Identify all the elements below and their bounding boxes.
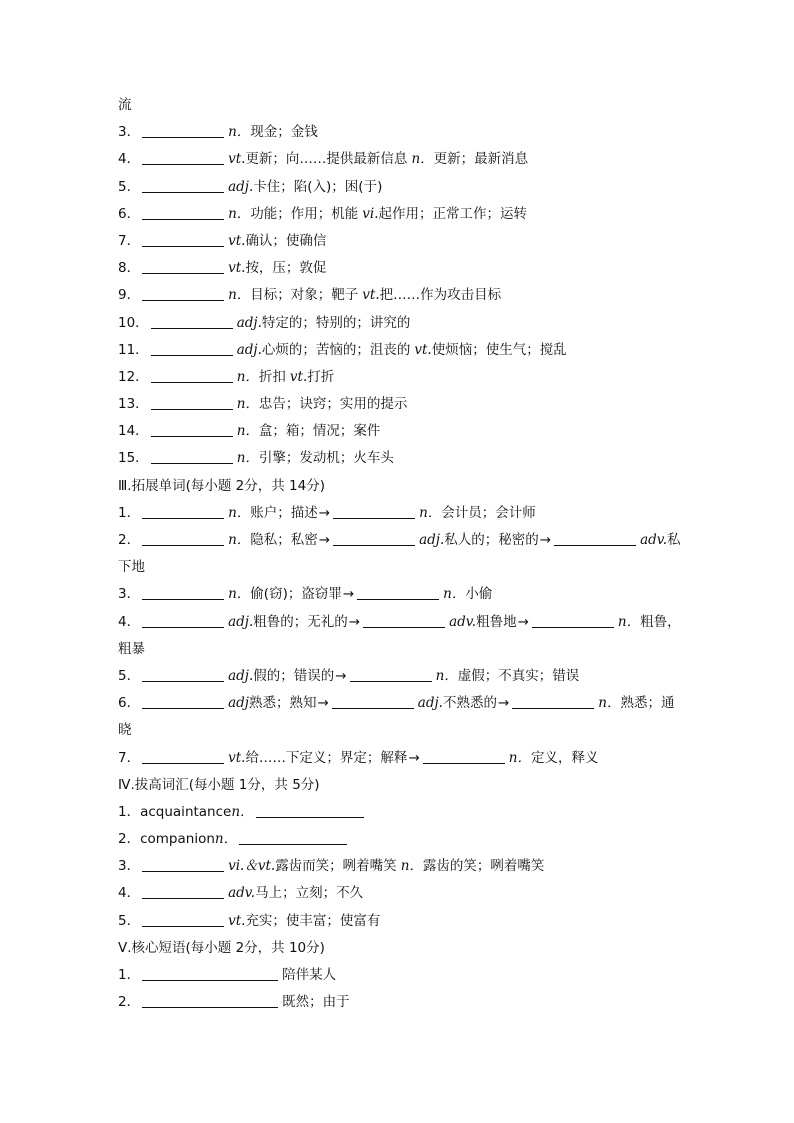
line-phrase [118, 962, 680, 989]
line-chain [118, 745, 680, 772]
english-word: companion [140, 831, 215, 848]
definition: 隐私；私密 [250, 532, 318, 548]
line-section [118, 772, 680, 799]
definition: 虚假；不真实；错误 [457, 667, 580, 684]
item-number: 2． [118, 532, 141, 548]
definition: 起作用；正常工作；运转 [378, 205, 528, 222]
part-of-speech: adv. [228, 885, 256, 902]
answer-blank[interactable] [142, 585, 224, 600]
answer-blank[interactable] [142, 150, 224, 165]
definition: 熟悉；熟知 [248, 695, 317, 712]
answer-blank[interactable] [363, 613, 445, 628]
line-text [118, 92, 680, 119]
part-of-speech: adj. [228, 613, 254, 630]
part-of-speech: n． [228, 124, 251, 141]
part-of-speech: vt. [362, 287, 380, 304]
definition: 忠告；诀窍；实用的提示 [258, 396, 408, 413]
item-number: 10． [118, 314, 149, 331]
answer-blank[interactable] [239, 830, 347, 845]
answer-blank[interactable] [142, 232, 224, 247]
part-of-speech: n． [228, 205, 251, 222]
line-section [118, 935, 680, 962]
line-word [118, 826, 680, 853]
answer-blank[interactable] [142, 205, 224, 220]
answer-blank[interactable] [333, 531, 415, 546]
continuation-text: 下地 [118, 559, 145, 576]
line-item [118, 391, 680, 418]
part-of-speech: n． [228, 586, 251, 603]
item-number: 8． [118, 260, 141, 277]
answer-blank[interactable] [423, 749, 505, 764]
line-item [118, 364, 680, 391]
definition: 小偷 [465, 586, 493, 603]
item-number: 2． [118, 994, 141, 1011]
arrow-icon: → [318, 504, 331, 521]
line-item [118, 418, 680, 445]
arrow-icon: → [342, 586, 355, 603]
part-of-speech: adj. [228, 178, 254, 195]
english-word: acquaintance [140, 803, 232, 820]
arrow-icon: → [517, 613, 529, 630]
answer-blank[interactable] [151, 368, 233, 383]
line-text [118, 554, 680, 581]
definition: 充实；使丰富；使富有 [245, 912, 381, 929]
answer-blank[interactable] [142, 749, 224, 764]
definition: 偷(窃)；盗窃罪 [250, 586, 342, 603]
answer-blank[interactable] [151, 341, 233, 356]
item-number: 12． [118, 368, 149, 385]
part-of-speech: adv. [449, 613, 477, 630]
line-item [118, 119, 680, 146]
item-number: 5． [118, 178, 141, 195]
definition: 现金；金钱 [250, 124, 318, 141]
arrow-icon: → [335, 667, 347, 684]
line-chain [118, 690, 680, 717]
answer-blank[interactable] [142, 993, 278, 1008]
line-item [118, 853, 680, 880]
definition: 功能；作用；机能 [250, 205, 359, 222]
answer-blank[interactable] [142, 123, 224, 138]
answer-blank[interactable] [142, 613, 224, 628]
item-number: 4． [118, 151, 141, 168]
continuation-text: 晓 [118, 722, 132, 739]
definition: 粗鲁地 [476, 613, 517, 630]
part-of-speech: n． [508, 749, 531, 766]
part-of-speech: vt. [228, 912, 246, 929]
section-heading: Ⅳ.拔高词汇(每小题 1分，共 5分) [118, 776, 320, 793]
continuation-text: 流 [118, 97, 132, 113]
answer-blank[interactable] [151, 314, 233, 329]
part-of-speech: adj. [419, 532, 445, 548]
definition: 定义，释义 [530, 749, 599, 766]
answer-blank[interactable] [142, 966, 278, 981]
answer-blank[interactable] [151, 449, 233, 464]
arrow-icon: → [408, 749, 420, 766]
definition: 粗鲁的；无礼的 [253, 613, 348, 630]
arrow-icon: → [539, 532, 552, 548]
line-chain [118, 581, 680, 608]
answer-blank[interactable] [151, 395, 233, 410]
definition: 不熟悉的 [442, 695, 497, 712]
definition: 既然；由于 [282, 994, 350, 1011]
definition: 粗鲁， [640, 613, 681, 630]
answer-blank[interactable] [357, 585, 439, 600]
part-of-speech: adv. [640, 532, 668, 548]
answer-blank[interactable] [142, 694, 224, 709]
line-item [118, 146, 680, 173]
line-item [118, 445, 680, 472]
answer-blank[interactable] [333, 504, 415, 519]
definition: 露齿而笑；咧着嘴笑 [275, 858, 397, 875]
part-of-speech: n． [228, 504, 251, 521]
answer-blank[interactable] [142, 531, 224, 546]
line-item [118, 908, 680, 935]
item-number: 7． [118, 749, 141, 766]
answer-blank[interactable] [350, 667, 432, 682]
definition: 打折 [307, 368, 335, 385]
part-of-speech: n． [435, 667, 458, 684]
part-of-speech: n． [228, 287, 251, 304]
part-of-speech: vt. [414, 341, 432, 358]
part-of-speech: vi. [362, 205, 379, 222]
arrow-icon: → [497, 695, 510, 712]
answer-blank[interactable] [256, 803, 364, 818]
item-number: 1． [118, 504, 141, 521]
definition: 账户；描述 [250, 504, 318, 521]
item-number: 2． [118, 831, 141, 848]
continuation-text: 粗暴 [118, 640, 145, 657]
definition: 给……下定义；界定；解释 [245, 749, 408, 766]
part-of-speech: n． [236, 423, 259, 440]
part-of-speech: adj [228, 695, 249, 712]
document-body [118, 92, 680, 1016]
definition: 特定的；特别的；讲究的 [261, 314, 411, 331]
line-chain [118, 500, 680, 527]
part-of-speech: vt. [228, 232, 246, 249]
answer-blank[interactable] [142, 667, 224, 682]
answer-blank[interactable] [142, 884, 224, 899]
line-chain [118, 663, 680, 690]
definition: 会计员；会计师 [441, 504, 536, 521]
definition: 熟悉；通 [620, 695, 675, 712]
definition: 折扣 [258, 368, 286, 385]
part-of-speech: vt. [228, 260, 246, 277]
definition: 假的；错误的 [253, 667, 335, 684]
answer-blank[interactable] [142, 912, 224, 927]
definition: 卡住；陷(入)；困(于) [253, 178, 383, 195]
answer-blank[interactable] [142, 259, 224, 274]
item-number: 5． [118, 912, 141, 929]
part-of-speech: n． [214, 831, 238, 848]
line-item [118, 201, 680, 228]
definition: 目标；对象；靶子 [250, 287, 359, 304]
item-number: 6． [118, 695, 141, 712]
part-of-speech: n． [400, 858, 423, 875]
line-chain [118, 527, 680, 554]
item-number: 1． [118, 803, 141, 820]
line-item [118, 228, 680, 255]
line-word [118, 799, 680, 826]
part-of-speech: n． [598, 695, 621, 712]
answer-blank[interactable] [142, 178, 224, 193]
answer-blank[interactable] [142, 286, 224, 301]
definition: 私人的；秘密的 [444, 532, 539, 548]
definition: 心烦的；苦恼的；沮丧的 [261, 341, 411, 358]
part-of-speech: vi.＆vt. [228, 858, 276, 875]
answer-blank[interactable] [151, 422, 233, 437]
part-of-speech: adj. [417, 695, 443, 712]
arrow-icon: → [348, 613, 361, 630]
definition: 按，压；敦促 [245, 260, 327, 277]
definition: 露齿的笑；咧着嘴笑 [422, 858, 545, 875]
line-chain [118, 609, 680, 636]
definition: 更新；向……提供最新信息 [245, 151, 408, 168]
part-of-speech: n． [443, 586, 466, 603]
definition: 马上；立刻；不久 [255, 885, 364, 902]
part-of-speech: n． [236, 450, 259, 467]
part-of-speech: n． [236, 368, 259, 385]
arrow-icon: → [317, 695, 329, 712]
part-of-speech: n． [419, 504, 442, 521]
part-of-speech: adj. [228, 667, 254, 684]
line-text [118, 717, 680, 744]
definition: 盒；箱；情况；案件 [258, 423, 381, 440]
part-of-speech: adj. [236, 341, 262, 358]
item-number: 13． [118, 396, 149, 413]
item-number: 4． [118, 885, 141, 902]
section-heading: Ⅴ.核心短语(每小题 2分，共 10分) [118, 939, 325, 956]
item-number: 9． [118, 287, 141, 304]
item-number: 3． [118, 124, 141, 141]
definition: 陪伴某人 [282, 967, 337, 983]
item-number: 15． [118, 450, 149, 467]
item-number: 3． [118, 858, 141, 875]
line-phrase [118, 989, 680, 1016]
line-item [118, 880, 680, 907]
item-number: 11． [118, 341, 149, 358]
item-number: 7． [118, 232, 141, 249]
part-of-speech: n． [236, 396, 259, 413]
part-of-speech: vt. [228, 749, 246, 766]
line-section [118, 473, 680, 500]
item-number: 3． [118, 586, 141, 603]
item-number: 4． [118, 613, 141, 630]
line-item [118, 282, 680, 309]
definition: 更新；最新消息 [433, 151, 529, 168]
line-item [118, 337, 680, 364]
definition: 私 [667, 532, 681, 548]
part-of-speech: n． [411, 151, 434, 168]
part-of-speech: vt. [289, 368, 308, 385]
line-item [118, 174, 680, 201]
part-of-speech: n． [617, 613, 641, 630]
line-item [118, 310, 680, 337]
answer-blank[interactable] [554, 531, 636, 546]
answer-blank[interactable] [532, 613, 614, 628]
item-number: 1． [118, 967, 141, 983]
definition: 使烦恼；使生气；搅乱 [431, 341, 567, 358]
item-number: 14． [118, 423, 149, 440]
item-number: 5． [118, 667, 141, 684]
part-of-speech: n． [231, 803, 254, 820]
answer-blank[interactable] [512, 694, 594, 709]
item-number: 6． [118, 205, 141, 222]
answer-blank[interactable] [142, 504, 224, 519]
line-text [118, 636, 680, 663]
definition: 把……作为攻击目标 [379, 287, 502, 304]
section-heading: Ⅲ.拓展单词(每小题 2分，共 14分) [118, 477, 325, 494]
line-item [118, 255, 680, 282]
answer-blank[interactable] [142, 857, 224, 872]
part-of-speech: vt. [228, 151, 246, 168]
answer-blank[interactable] [332, 694, 414, 709]
definition: 引擎；发动机；火车头 [258, 450, 394, 467]
part-of-speech: n． [228, 532, 251, 548]
part-of-speech: adj. [236, 314, 262, 331]
arrow-icon: → [318, 532, 331, 548]
definition: 确认；使确信 [245, 232, 327, 249]
